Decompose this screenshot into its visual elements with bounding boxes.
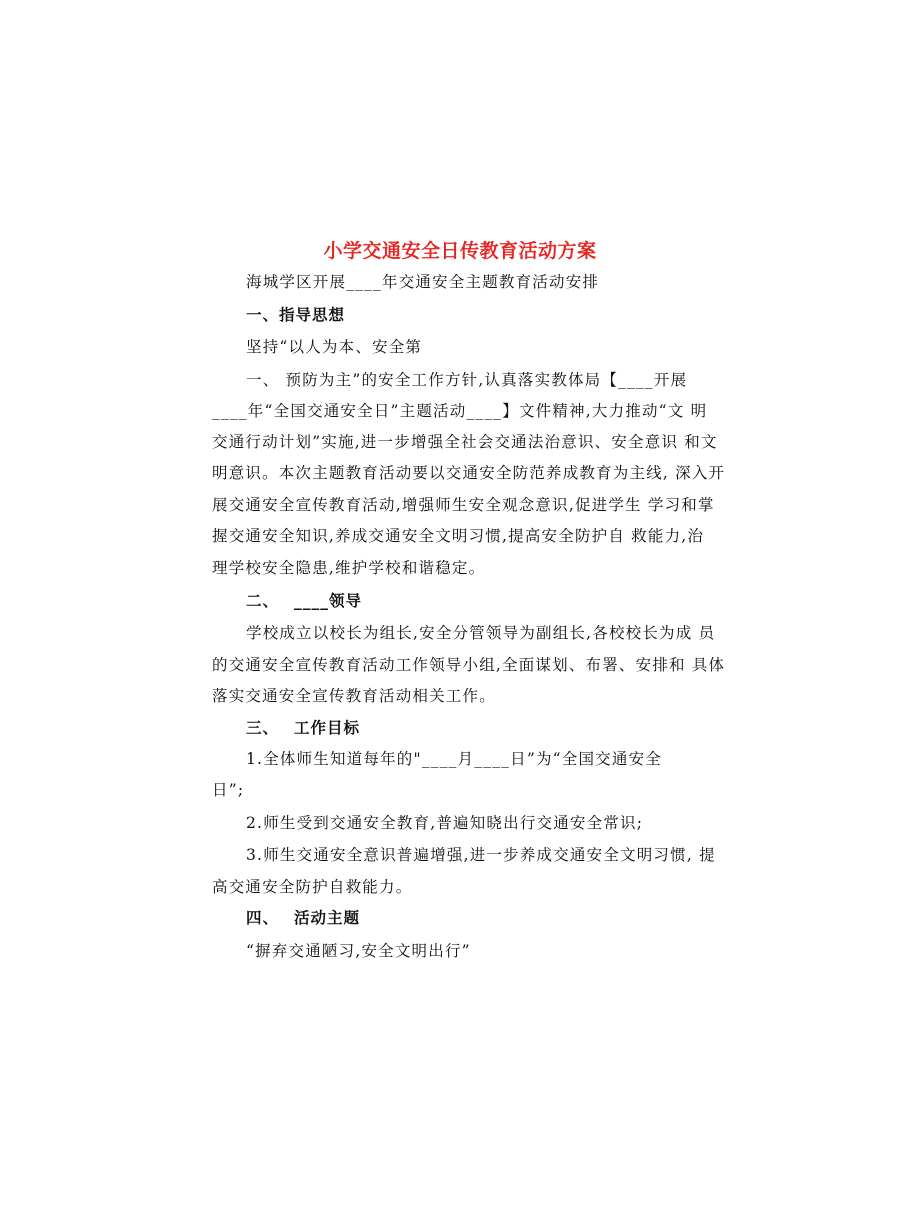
section-1-heading: 一、指导思想	[246, 305, 346, 324]
section-2-line: 学校成立以校长为组长,安全分管领导为副组长,各校校长为成 员	[246, 624, 716, 642]
section-2-number: 二、	[246, 591, 280, 610]
section-3-line: 3.师生交通安全意识普遍增强,进一步养成交通安全文明习惯, 提	[246, 846, 716, 864]
section-2-title: ____领导	[294, 591, 363, 610]
document-title: 小学交通安全日传教育活动方案	[323, 240, 597, 262]
section-1-line: 理学校安全隐患,维护学校和谐稳定。	[212, 559, 486, 577]
section-1-line: 交通行动计划”实施,进一步增强全社会交通法治意识、安全意识 和文	[212, 433, 718, 451]
section-3-heading	[246, 717, 360, 739]
section-4-heading	[246, 907, 360, 929]
section-3-number: 三、	[246, 718, 280, 737]
section-3-line: 日”;	[212, 781, 245, 799]
section-4-number: 四、	[246, 908, 280, 927]
section-1-line: ____年“全国交通安全日”主题活动____】文件精神,大力推动“文 明	[212, 402, 708, 420]
section-1-line: 握交通安全知识,养成交通安全文明习惯,提高安全防护自 救能力,治	[212, 527, 705, 545]
section-2-heading	[246, 590, 362, 612]
section-2-line: 的交通安全宣传教育活动工作领导小组,全面谋划、布署、安排和 具体	[212, 656, 726, 674]
section-2-line: 落实交通安全宣传教育活动相关工作。	[212, 687, 496, 705]
section-3-line: 2.师生受到交通安全教育,普遍知晓出行交通安全常识;	[246, 814, 644, 832]
section-3-line: 1.全体师生知道每年的"____月____日”为“全国交通安全	[246, 750, 662, 768]
document-subtitle: 海城学区开展____年交通安全主题教育活动安排	[246, 273, 600, 291]
section-3-line: 高交通安全防护自救能力。	[212, 878, 413, 896]
section-1-line: 明意识。本次主题教育活动要以交通安全防范养成教育为主线, 深入开	[212, 464, 726, 482]
section-1-line: 坚持“以人为本、安全第	[246, 338, 423, 356]
section-3-title: 工作目标	[294, 718, 361, 737]
section-4-title: 活动主题	[294, 908, 361, 927]
section-4-line: “摒弃交通陋习,安全文明出行”	[246, 942, 471, 960]
section-1-line: 一、 预防为主”的安全工作方针,认真落实教体局【____开展	[246, 371, 688, 389]
section-1-line: 展交通安全宣传教育活动,增强师生安全观念意识,促进学生 学习和掌	[212, 496, 715, 514]
